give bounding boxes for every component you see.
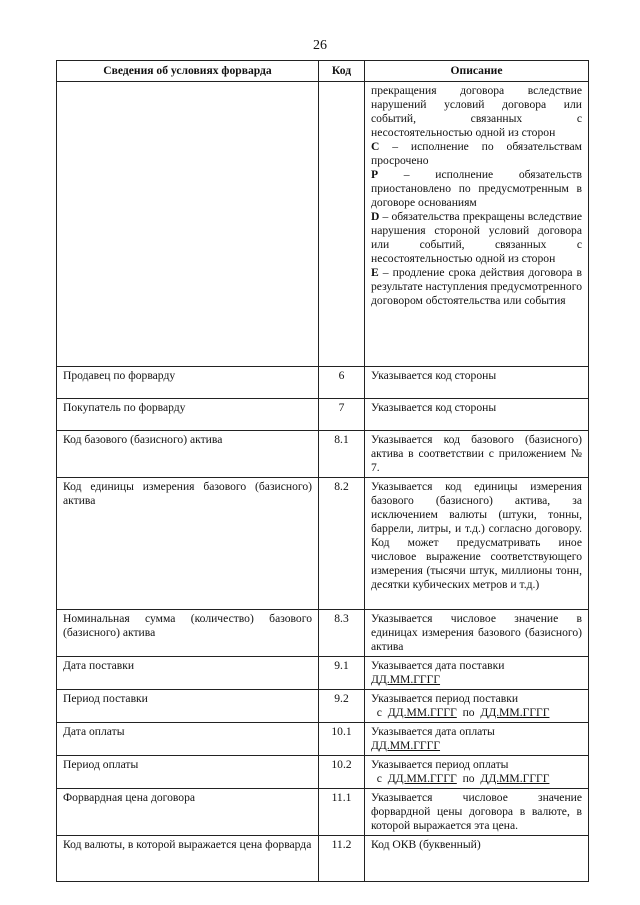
header-description: Описание: [365, 61, 589, 82]
period-mid: по: [462, 706, 475, 719]
continuation-line: прекращения договора вследствие: [371, 84, 582, 97]
status-text: – исполнение обязательств приостановлено по предусмотренным в договоре основаниям: [371, 168, 583, 209]
status-item-e: [371, 266, 582, 308]
cell-code: 6: [319, 367, 365, 399]
table-row: [57, 610, 589, 657]
table-row-continuation: [57, 82, 589, 367]
description-label: Указывается период поставки: [371, 692, 519, 705]
cell-code: 9.1: [319, 657, 365, 690]
continuation-line: событий, связанных с: [371, 112, 582, 125]
period-prefix: с: [376, 706, 382, 719]
cell-description: Указывается числовое значение в единицах измерения базового (базисного) актива: [365, 610, 589, 657]
status-letter: D: [371, 210, 380, 223]
description-label: Указывается период оплаты: [371, 758, 509, 771]
cell-description: Указывается код стороны: [365, 367, 589, 399]
status-text: – исполнение по обязательствам просрочено: [371, 140, 582, 167]
cell-name: Дата поставки: [57, 657, 319, 690]
continuation-line: нарушений условий договора или: [371, 98, 582, 111]
table-row: [57, 657, 589, 690]
table-header-row: [57, 61, 589, 82]
cell-description-continuation: [365, 82, 589, 367]
table-row: [57, 723, 589, 756]
cell-description: [365, 723, 589, 756]
cell-name: Дата оплаты: [57, 723, 319, 756]
cell-name: Код базового (базисного) актива: [57, 431, 319, 478]
cell-code: 10.1: [319, 723, 365, 756]
status-item-p: [371, 168, 582, 210]
page-number: 26: [313, 38, 327, 53]
cell-code: 11.1: [319, 789, 365, 836]
status-item-d: [371, 210, 582, 266]
period-from: ДД.ММ.ГГГГ: [387, 772, 457, 785]
cell-name: Код валюты, в которой выражается цена форварда: [57, 836, 319, 882]
continuation-line: несостоятельностью одной из сторон: [371, 126, 556, 139]
cell-code: 7: [319, 399, 365, 431]
table-row: [57, 756, 589, 789]
period-prefix: с: [376, 772, 382, 785]
period-range: [371, 772, 582, 786]
status-letter: С: [371, 140, 380, 153]
cell-code: 10.2: [319, 756, 365, 789]
status-text: – продление срока действия договора в результате наступления предусмотренного договором обстоятельства или события: [371, 266, 582, 307]
cell-description: Код ОКВ (буквенный): [365, 836, 589, 882]
cell-description: Указывается код стороны: [365, 399, 589, 431]
period-mid: по: [462, 772, 475, 785]
status-letter: Е: [371, 266, 379, 279]
cell-code: 9.2: [319, 690, 365, 723]
cell-name: Номинальная сумма (количество) базового (базисного) актива: [57, 610, 319, 657]
description-label: Указывается дата оплаты: [371, 725, 495, 738]
header-code: Код: [319, 61, 365, 82]
forward-conditions-table: [56, 60, 589, 882]
cell-description: [365, 690, 589, 723]
table-row: [57, 478, 589, 610]
table-row: [57, 789, 589, 836]
cell-description: Указывается числовое значение форвардной цены договора в валюте, в которой выражается эта цена.: [365, 789, 589, 836]
table-row: [57, 836, 589, 882]
table-row: [57, 367, 589, 399]
table-row: [57, 690, 589, 723]
table-row: [57, 431, 589, 478]
cell-code: 11.2: [319, 836, 365, 882]
cell-description: [365, 756, 589, 789]
cell-description: Указывается код единицы измерения базового (базисного) актива, за исключением валюты (штуки, тонны, баррели, литры, и т.д.) согласно договору. Код может предусматривать иное числовое выражение соответствующего измерения (тысячи штук, миллионы тонн, десятки кубических метров и т.д.): [365, 478, 589, 610]
cell-name: Продавец по форварду: [57, 367, 319, 399]
date-format: ДД.ММ.ГГГГ: [371, 673, 441, 686]
status-item-c: [371, 140, 582, 168]
period-from: ДД.ММ.ГГГГ: [387, 706, 457, 719]
cell-code: 8.2: [319, 478, 365, 610]
status-letter: Р: [371, 168, 379, 181]
cell-code: 8.1: [319, 431, 365, 478]
cell-name: Период оплаты: [57, 756, 319, 789]
period-to: ДД.ММ.ГГГГ: [480, 706, 550, 719]
cell-code: 8.3: [319, 610, 365, 657]
cell-name: Код единицы измерения базового (базисного) актива: [57, 478, 319, 610]
cell-description: Указывается код базового (базисного) актива в соответствии с приложением № 7.: [365, 431, 589, 478]
header-conditions: Сведения об условиях форварда: [57, 61, 319, 82]
table-row: [57, 399, 589, 431]
period-to: ДД.ММ.ГГГГ: [480, 772, 550, 785]
cell-description: [365, 657, 589, 690]
cell-name: Форвардная цена договора: [57, 789, 319, 836]
cell-name: Период поставки: [57, 690, 319, 723]
period-range: [371, 706, 582, 720]
status-text: – обязательства прекращены вследствие нарушения стороной условий договора или событий, связанных с несостоятельностью одной из сторон: [371, 210, 582, 265]
cell-name-empty: [57, 82, 319, 367]
date-format: ДД.ММ.ГГГГ: [371, 739, 441, 752]
description-label: Указывается дата поставки: [371, 659, 505, 672]
cell-name: Покупатель по форварду: [57, 399, 319, 431]
cell-code-empty: [319, 82, 365, 367]
